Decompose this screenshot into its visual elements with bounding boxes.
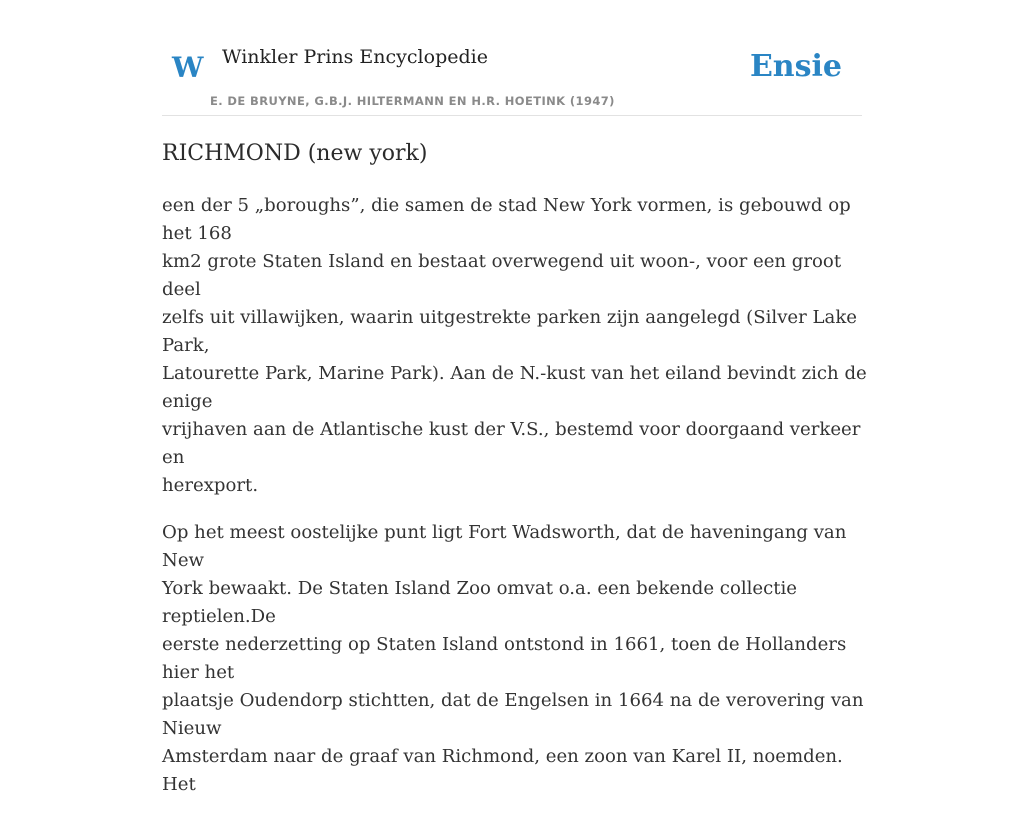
- entry-paragraph-2: Op het meest oostelijke punt ligt Fort Wadsworth, dat de haveningang van New York bewaakt. De Staten Island Zoo omvat o.a. een bekende collectie reptielen.De eerste nederzetting op Staten Island ontstond in 1661, toen de Hollanders hier het plaatsje Oudendorp stichtten, dat de Engelsen in 1664 na de verovering van Nieuw Amsterdam naar de graaf van Richmond, een zoon van Karel II, noemden. Het: [162, 522, 864, 795]
- site-logo-icon: W: [172, 51, 204, 84]
- entry-title: RICHMOND (new york): [162, 141, 428, 166]
- entry-paragraph-1: een der 5 „boroughs”, die samen de stad New York vormen, is gebouwd op het 168 km2 grote Staten Island en bestaat overwegend uit woon-, voor een groot deel zelfs uit villawijken, waarin uitgestrekte parken zijn aangelegd (Silver Lake Park, Latourette Park, Marine Park). Aan de N.-kust van het eiland bevindt zich de enige vrijhaven aan de Atlantische kust der V.S., bestemd voor doorgaand verkeer en herexport.: [162, 195, 867, 496]
- site-header: [162, 36, 862, 116]
- entry-content: [162, 192, 867, 818]
- ensie-brand-link[interactable]: Ensie: [749, 49, 842, 84]
- site-title: Winkler Prins Encyclopedie: [222, 46, 488, 68]
- authors-line: E. DE BRUYNE, G.B.J. HILTERMANN EN H.R. HOETINK (1947): [210, 94, 615, 108]
